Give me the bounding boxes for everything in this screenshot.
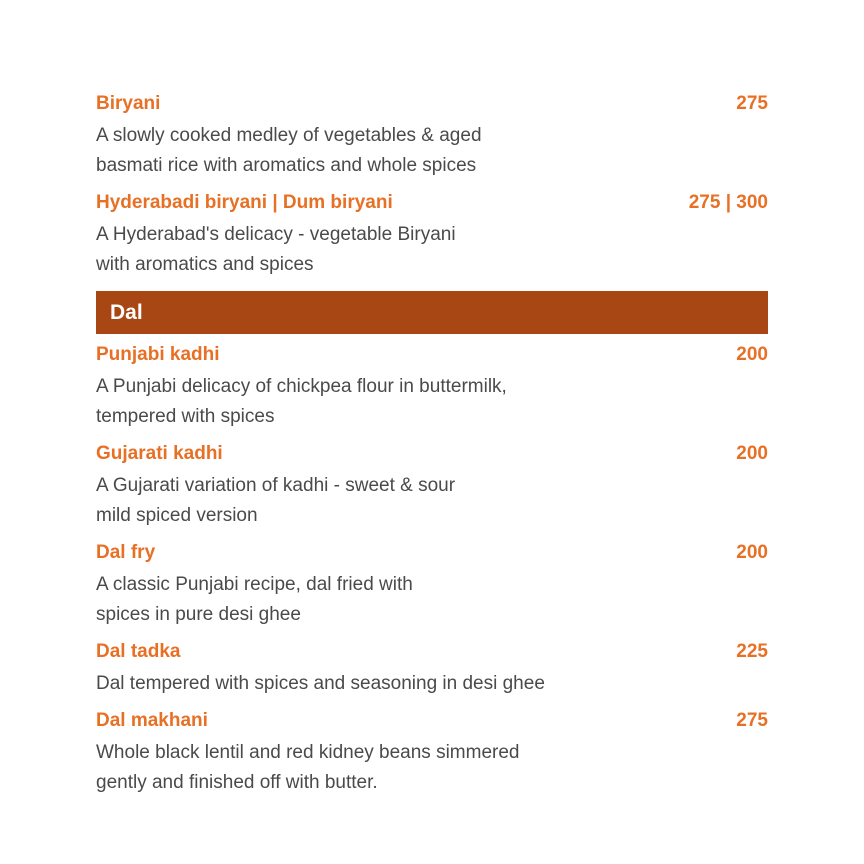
item-description — [96, 372, 576, 431]
menu-item-header — [96, 343, 768, 367]
description-line: A Gujarati variation of kadhi - sweet & sour — [96, 475, 456, 496]
menu-item-header — [96, 709, 768, 733]
description-line: A slowly cooked medley of vegetables & aged — [96, 125, 482, 146]
description-line: gently and finished off with butter. — [96, 771, 378, 793]
item-name: Hyderabadi biryani | Dum biryani — [96, 192, 393, 213]
menu-item-header — [96, 640, 768, 664]
item-description — [96, 738, 576, 797]
menu-item-biryani — [96, 92, 768, 180]
item-description — [96, 121, 576, 180]
section-header-dal — [96, 291, 768, 334]
item-price: 225 — [736, 641, 768, 662]
menu-item-dal-tadka — [96, 640, 768, 699]
menu-page — [96, 0, 768, 864]
item-name: Punjabi kadhi — [96, 344, 220, 365]
item-description — [96, 669, 576, 699]
description-line: A classic Punjabi recipe, dal fried with — [96, 574, 413, 595]
item-name: Dal fry — [96, 542, 156, 563]
menu-item-header — [96, 92, 768, 116]
item-name: Dal tadka — [96, 641, 181, 662]
item-price: 275 — [736, 93, 768, 114]
item-price: 200 — [736, 344, 768, 365]
menu-item-dal-makhani — [96, 709, 768, 797]
description-line: Whole black lentil and red kidney beans simmered — [96, 742, 520, 763]
description-line: Dal tempered with spices and seasoning in desi ghee — [96, 673, 545, 694]
menu-item-header — [96, 191, 768, 215]
description-line: basmati rice with aromatics and whole spices — [96, 154, 477, 176]
description-line: mild spiced version — [96, 504, 258, 526]
description-line: tempered with spices — [96, 405, 275, 427]
item-price: 275 — [736, 710, 768, 731]
menu-item-punjabi-kadhi — [96, 343, 768, 431]
item-description — [96, 220, 576, 279]
menu-item-hyderabadi-biryani — [96, 191, 768, 279]
description-line: A Punjabi delicacy of chickpea flour in buttermilk, — [96, 376, 507, 397]
menu-item-dal-fry — [96, 541, 768, 629]
item-price: 200 — [736, 443, 768, 464]
menu-item-header — [96, 541, 768, 565]
item-price: 200 — [736, 542, 768, 563]
description-line: spices in pure desi ghee — [96, 603, 301, 625]
description-line: with aromatics and spices — [96, 253, 314, 275]
item-name: Gujarati kadhi — [96, 443, 223, 464]
menu-item-gujarati-kadhi — [96, 442, 768, 530]
item-description — [96, 471, 576, 530]
description-line: A Hyderabad's delicacy - vegetable Biryani — [96, 224, 456, 245]
item-name: Dal makhani — [96, 710, 208, 731]
menu-item-header — [96, 442, 768, 466]
section-title: Dal — [110, 301, 143, 324]
item-price: 275 | 300 — [688, 192, 768, 213]
item-name: Biryani — [96, 93, 161, 114]
item-description — [96, 570, 576, 629]
